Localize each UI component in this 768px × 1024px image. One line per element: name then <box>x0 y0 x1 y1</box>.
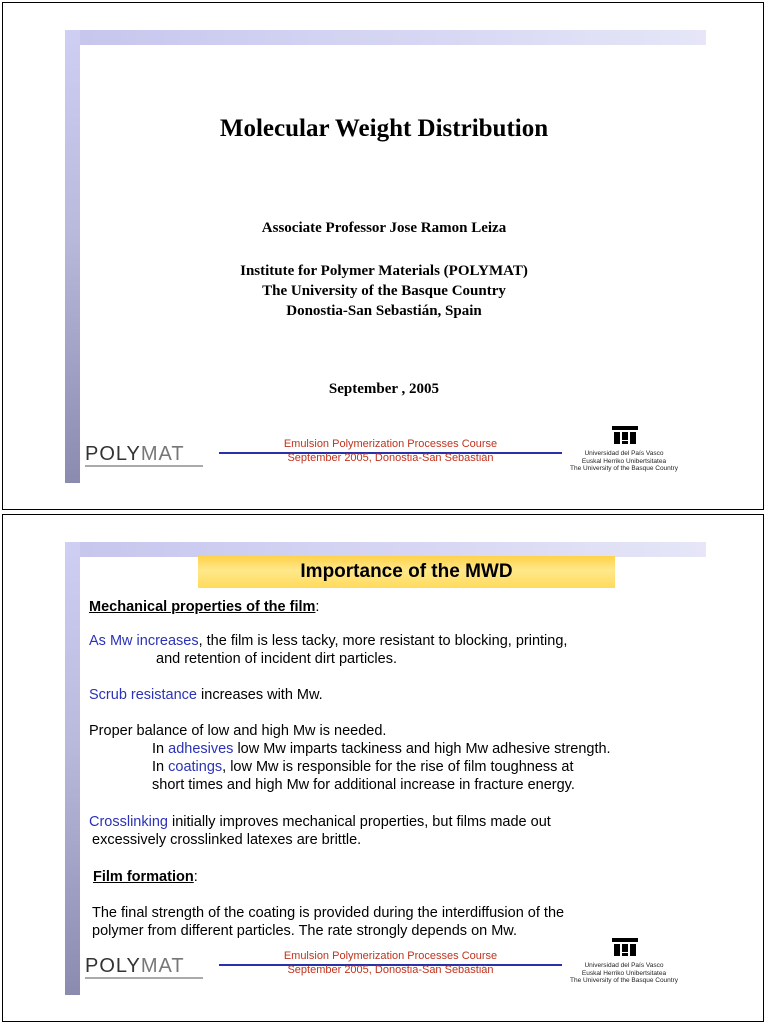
paragraph-balance: Proper balance of low and high Mw is needed. <box>89 723 387 739</box>
university-emblem-icon <box>612 938 638 958</box>
paragraph-crosslinking: Crosslinking initially improves mechanical properties, but films made out <box>89 814 551 830</box>
slide-2 <box>2 514 764 1022</box>
paragraph-film-strength: The final strength of the coating is provided during the interdiffusion of the <box>92 905 565 921</box>
footer-course: Emulsion Polymerization Processes Course <box>283 438 498 450</box>
polymat-logo-underline <box>85 465 203 467</box>
slide-title: Molecular Weight Distribution <box>219 115 549 142</box>
heading-mechanical: Mechanical properties of the film: <box>89 599 320 615</box>
institute-line: The University of the Basque Country <box>262 283 506 299</box>
university-emblem-icon <box>612 426 638 446</box>
paragraph-line: polymer from different particles. The rate strongly depends on Mw. <box>92 923 518 939</box>
footer-place: September 2005, Donostia-San Sebastián <box>287 452 494 464</box>
institute-block <box>3 261 764 321</box>
slide-side-bar <box>65 542 80 995</box>
university-name: Universidad del País Vasco Euskal Herriko Unibertsitatea The University of the Basque Country <box>569 962 679 984</box>
slide-top-bar <box>65 542 706 557</box>
paragraph-adhesives: In adhesives low Mw imparts tackiness and high Mw adhesive strength. <box>152 741 611 757</box>
institute-line: Donostia-San Sebastián, Spain <box>286 303 482 319</box>
heading-film-formation: Film formation: <box>93 869 198 885</box>
footer-text <box>219 949 562 977</box>
footer-place: September 2005, Donostia-San Sebastián <box>287 964 494 976</box>
author-name: Associate Professor Jose Ramon Leiza <box>261 220 507 236</box>
university-name: Universidad del País Vasco Euskal Herriko Unibertsitatea The University of the Basque Country <box>569 450 679 472</box>
slide-top-bar <box>65 30 706 45</box>
polymat-logo: POLYMAT <box>85 443 185 465</box>
paragraph-line: excessively crosslinked latexes are brittle. <box>92 832 362 848</box>
polymat-logo: POLYMAT <box>85 955 185 977</box>
slide-title-banner: Importance of the MWD <box>198 556 615 588</box>
paragraph-coatings: In coatings, low Mw is responsible for the rise of film toughness at <box>152 759 574 775</box>
polymat-logo-underline <box>85 977 203 979</box>
paragraph-line: and retention of incident dirt particles. <box>156 651 397 667</box>
presentation-date: September , 2005 <box>328 381 440 397</box>
paragraph-mw-increases: As Mw increases, the film is less tacky, more resistant to blocking, printing, <box>89 633 568 649</box>
paragraph-scrub: Scrub resistance increases with Mw. <box>89 687 323 703</box>
footer-course: Emulsion Polymerization Processes Course <box>283 950 498 962</box>
slide-side-bar <box>65 30 80 483</box>
institute-line: Institute for Polymer Materials (POLYMAT) <box>240 263 528 279</box>
footer-text <box>219 437 562 465</box>
slide-1 <box>2 2 764 510</box>
paragraph-line: short times and high Mw for additional increase in fracture energy. <box>152 777 575 793</box>
